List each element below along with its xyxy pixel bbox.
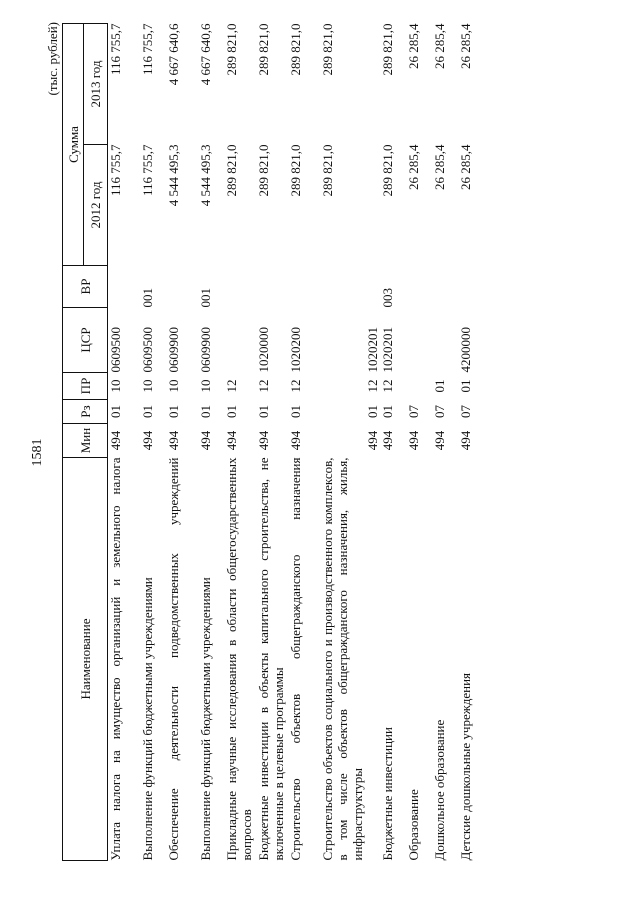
row-csr: 1020000 xyxy=(256,327,271,373)
table-row xyxy=(380,24,406,861)
row-min: 494 xyxy=(432,430,447,451)
row-vr xyxy=(108,266,141,308)
row-rz: 01 xyxy=(198,405,213,418)
row-sum-2013: 116 755,7 xyxy=(140,23,155,76)
row-sum-2013: 4 667 640,6 xyxy=(198,23,213,86)
row-name: Обеспечение деятельности подведомственных учреждений xyxy=(166,457,181,861)
row-sum-2012: 289 821,0 xyxy=(288,144,303,197)
row-sum-2012: 26 285,4 xyxy=(406,144,421,190)
row-name: Детские дошкольные учреждения xyxy=(458,672,473,861)
row-rz: 07 xyxy=(406,405,421,418)
row-sum-2012: 289 821,0 xyxy=(256,144,271,197)
table-row xyxy=(198,24,224,861)
table-row xyxy=(108,24,141,861)
row-vr xyxy=(224,266,256,308)
row-rz: 01 xyxy=(166,405,181,418)
row-sum-2013: 26 285,4 xyxy=(406,23,421,69)
row-rz: 07 xyxy=(432,405,447,418)
row-rz: 01 xyxy=(380,405,395,418)
row-sum-2012: 116 755,7 xyxy=(140,144,155,197)
row-pr: 12 xyxy=(365,379,380,393)
table-row xyxy=(458,24,484,861)
row-csr: 0609500 xyxy=(140,327,155,373)
row-pr xyxy=(406,373,432,400)
row-min: 494 xyxy=(198,430,213,451)
table-row xyxy=(320,24,380,861)
row-sum-2012: 289 821,0 xyxy=(320,144,335,197)
row-min: 494 xyxy=(108,430,123,451)
header-csr: ЦСР xyxy=(63,308,108,373)
row-name: Строительство объектов социального и производственного комплексов, в том числе объектов общегражданского назначения, жилья, инфраструктуры xyxy=(320,457,365,861)
row-sum-2013: 4 667 640,6 xyxy=(166,23,181,86)
row-sum-2013: 289 821,0 xyxy=(288,23,303,76)
table-row xyxy=(166,24,198,861)
row-sum-2013: 289 821,0 xyxy=(224,23,239,76)
row-sum-2012: 4 544 495,3 xyxy=(198,144,213,207)
row-csr: 1020200 xyxy=(288,327,303,373)
row-sum-2013: 26 285,4 xyxy=(432,23,447,69)
table-row xyxy=(140,24,166,861)
row-sum-2013: 289 821,0 xyxy=(256,23,271,76)
row-pr: 10 xyxy=(166,379,181,393)
row-vr: 001 xyxy=(140,288,155,308)
row-min: 494 xyxy=(406,430,421,451)
row-name: Бюджетные инвестиции xyxy=(380,727,395,861)
row-vr xyxy=(406,266,432,308)
row-name: Прикладные научные исследования в области общегосударственных вопросов xyxy=(224,457,254,861)
row-rz: 01 xyxy=(365,405,380,418)
row-min: 494 xyxy=(256,430,271,451)
budget-table xyxy=(62,23,484,861)
row-sum-2013: 289 821,0 xyxy=(320,23,335,76)
row-pr: 12 xyxy=(288,379,303,393)
row-csr: 1020201 xyxy=(365,327,380,373)
row-csr: 0609900 xyxy=(198,327,213,373)
row-csr: 0609900 xyxy=(166,327,181,373)
row-min: 494 xyxy=(140,430,155,451)
row-vr xyxy=(166,266,198,308)
row-min: 494 xyxy=(288,430,303,451)
row-sum-2012: 289 821,0 xyxy=(224,144,239,197)
row-name: Выполнение функций бюджетными учреждениями xyxy=(198,577,213,861)
table-row xyxy=(224,24,256,861)
row-vr xyxy=(256,266,288,308)
page-number: 1581 xyxy=(30,438,45,467)
row-sum-2013: 289 821,0 xyxy=(380,23,395,76)
header-rz: Рз xyxy=(63,400,108,424)
header-sum: Сумма xyxy=(63,24,84,266)
row-pr: 10 xyxy=(198,379,213,393)
row-pr: 01 xyxy=(432,379,447,393)
row-vr xyxy=(432,266,458,308)
table-row xyxy=(406,24,432,861)
row-pr: 01 xyxy=(458,379,473,393)
row-sum-2012: 4 544 495,3 xyxy=(166,144,181,207)
row-name: Бюджетные инвестиции в объекты капитального строительства, не включенные в целевые программы xyxy=(256,457,286,861)
row-rz: 01 xyxy=(140,405,155,418)
row-vr xyxy=(320,266,380,308)
row-csr: 0609500 xyxy=(108,327,123,373)
row-min: 494 xyxy=(458,430,473,451)
row-pr: 12 xyxy=(256,379,271,393)
row-csr: 4200000 xyxy=(458,327,473,373)
row-vr: 003 xyxy=(380,288,395,308)
row-pr: 10 xyxy=(108,379,123,393)
header-year-2012: 2012 год xyxy=(84,145,108,266)
row-pr: 10 xyxy=(140,379,155,393)
row-csr: 1020201 xyxy=(380,327,395,373)
row-pr: 12 xyxy=(380,379,395,393)
table-row xyxy=(432,24,458,861)
row-rz: 01 xyxy=(288,405,303,418)
row-name: Выполнение функций бюджетными учреждениями xyxy=(140,577,155,861)
row-min: 494 xyxy=(380,430,395,451)
row-sum-2012: 26 285,4 xyxy=(432,144,447,190)
table-row xyxy=(256,24,288,861)
row-sum-2012: 26 285,4 xyxy=(458,144,473,190)
row-name: Дошкольное образование xyxy=(432,719,447,861)
row-csr xyxy=(224,308,256,373)
row-min: 494 xyxy=(365,430,380,451)
row-name: Уплата налога на имущество организаций и земельного налога xyxy=(108,457,123,861)
row-csr xyxy=(432,308,458,373)
row-sum-2013: 26 285,4 xyxy=(458,23,473,69)
row-csr xyxy=(406,308,432,373)
units-note: (тыс. рублей) xyxy=(45,22,60,96)
row-vr xyxy=(288,266,320,308)
row-sum-2013: 116 755,7 xyxy=(108,23,123,76)
row-rz: 01 xyxy=(256,405,271,418)
header-vr: ВР xyxy=(63,266,108,308)
header-name: Наименование xyxy=(63,458,108,861)
header-year-2013: 2013 год xyxy=(84,24,108,145)
row-rz: 07 xyxy=(458,405,473,418)
row-vr: 001 xyxy=(198,288,213,308)
row-name: Образование xyxy=(406,789,421,861)
header-min: Мин xyxy=(63,424,108,458)
header-pr: ПР xyxy=(63,373,108,400)
row-pr: 12 xyxy=(224,379,239,393)
row-vr xyxy=(458,266,484,308)
row-min: 494 xyxy=(224,430,239,451)
row-sum-2012: 289 821,0 xyxy=(380,144,395,197)
row-rz: 01 xyxy=(224,405,239,418)
row-min: 494 xyxy=(166,430,181,451)
table-row xyxy=(288,24,320,861)
row-sum-2012: 116 755,7 xyxy=(108,144,123,197)
row-name: Строительство объектов общегражданского назначения xyxy=(288,457,303,861)
row-rz: 01 xyxy=(108,405,123,418)
